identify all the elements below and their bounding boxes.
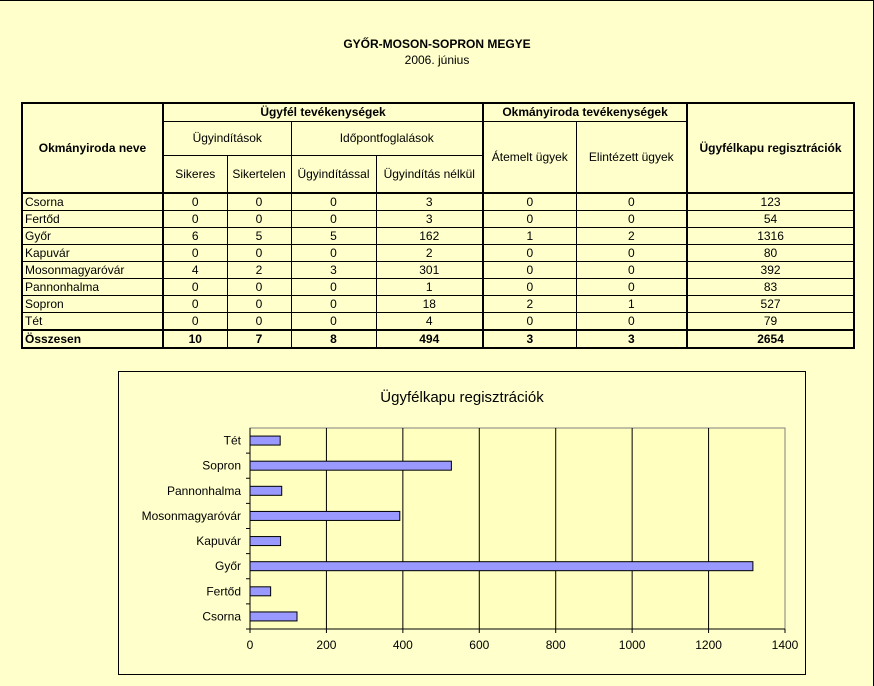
value-cell: 0 — [483, 262, 576, 279]
office-name-cell: Sopron — [22, 296, 163, 313]
y-tick-label: Mosonmagyaróvár — [141, 508, 241, 523]
x-tick-label: 1000 — [618, 638, 646, 652]
value-cell: 0 — [576, 211, 687, 228]
header-client-activities: Ügyfél tevékenységek — [163, 103, 483, 122]
value-cell: 0 — [163, 279, 227, 296]
office-name-cell: Kapuvár — [22, 245, 163, 262]
value-cell: 4 — [163, 262, 227, 279]
y-tick-label: Fertőd — [206, 584, 241, 599]
x-tick-label: 1200 — [695, 638, 722, 652]
value-cell: 80 — [687, 245, 854, 262]
bar — [250, 612, 297, 621]
value-cell: 0 — [227, 296, 291, 313]
table-row — [22, 262, 854, 279]
office-name-cell: Pannonhalma — [22, 279, 163, 296]
value-cell: 162 — [376, 228, 483, 245]
bar — [250, 486, 282, 495]
y-tick-label: Kapuvár — [196, 534, 241, 549]
table-row — [22, 245, 854, 262]
bar — [250, 461, 451, 470]
total-value-cell: 494 — [376, 330, 483, 348]
value-cell: 0 — [227, 245, 291, 262]
value-cell: 0 — [291, 211, 376, 228]
table-row — [22, 279, 854, 296]
value-cell: 0 — [291, 313, 376, 331]
header-appointments: Időpontfoglalások — [291, 122, 483, 156]
value-cell: 392 — [687, 262, 854, 279]
chart-title: Ügyfélkapu regisztrációk — [380, 389, 544, 406]
value-cell: 0 — [483, 313, 576, 331]
value-cell: 0 — [291, 296, 376, 313]
bar — [250, 511, 400, 520]
value-cell: 0 — [483, 193, 576, 211]
value-cell: 0 — [163, 211, 227, 228]
y-tick-label: Sopron — [202, 458, 241, 473]
x-tick-label: 200 — [316, 638, 337, 652]
value-cell: 2 — [376, 245, 483, 262]
bar — [250, 587, 271, 596]
value-cell: 0 — [227, 279, 291, 296]
x-tick-label: 800 — [545, 638, 566, 652]
x-tick-label: 1400 — [771, 638, 799, 652]
x-tick-label: 600 — [469, 638, 490, 652]
header-failed: Sikertelen — [227, 156, 291, 194]
value-cell: 0 — [227, 193, 291, 211]
bar-chart — [119, 372, 805, 674]
value-cell: 3 — [291, 262, 376, 279]
table-row — [22, 228, 854, 245]
total-value-cell: 7 — [227, 330, 291, 348]
office-name-cell: Tét — [22, 313, 163, 331]
table-row — [22, 296, 854, 313]
table-total-row — [22, 330, 854, 348]
value-cell: 1 — [483, 228, 576, 245]
header-office-name: Okmányiroda neve — [22, 103, 163, 193]
bar — [250, 537, 281, 546]
value-cell: 0 — [163, 296, 227, 313]
value-cell: 54 — [687, 211, 854, 228]
chart-area — [118, 371, 806, 675]
page-subtitle: 2006. június — [404, 53, 470, 67]
value-cell: 5 — [227, 228, 291, 245]
table-row — [22, 211, 854, 228]
header-initiations: Ügyindítások — [163, 122, 291, 156]
value-cell: 79 — [687, 313, 854, 331]
statistics-table — [21, 102, 855, 349]
value-cell: 0 — [227, 211, 291, 228]
value-cell: 0 — [483, 279, 576, 296]
office-name-cell: Csorna — [22, 193, 163, 211]
bar — [250, 436, 280, 445]
x-tick-label: 400 — [392, 638, 413, 652]
value-cell: 0 — [163, 313, 227, 331]
value-cell: 1 — [376, 279, 483, 296]
value-cell: 18 — [376, 296, 483, 313]
value-cell: 301 — [376, 262, 483, 279]
value-cell: 2 — [576, 228, 687, 245]
value-cell: 0 — [227, 313, 291, 331]
value-cell: 123 — [687, 193, 854, 211]
value-cell: 0 — [483, 245, 576, 262]
total-value-cell: 3 — [576, 330, 687, 348]
header-office-activities: Okmányiroda tevékenységek — [483, 103, 687, 122]
header-without-initiation: Ügyindítás nélkül — [376, 156, 483, 194]
bar — [250, 562, 753, 571]
value-cell: 0 — [576, 245, 687, 262]
value-cell: 2 — [227, 262, 291, 279]
value-cell: 0 — [576, 193, 687, 211]
table-body — [22, 193, 854, 348]
office-name-cell: Fertőd — [22, 211, 163, 228]
header-completed: Elintézett ügyek — [576, 122, 687, 194]
total-value-cell: 3 — [483, 330, 576, 348]
value-cell: 3 — [376, 193, 483, 211]
value-cell: 0 — [163, 245, 227, 262]
value-cell: 0 — [483, 211, 576, 228]
value-cell: 0 — [291, 245, 376, 262]
table-row — [22, 313, 854, 331]
value-cell: 0 — [576, 262, 687, 279]
value-cell: 1316 — [687, 228, 854, 245]
value-cell: 83 — [687, 279, 854, 296]
value-cell: 5 — [291, 228, 376, 245]
y-tick-label: Győr — [214, 559, 241, 574]
value-cell: 2 — [483, 296, 576, 313]
value-cell: 4 — [376, 313, 483, 331]
table-row — [22, 193, 854, 211]
value-cell: 3 — [376, 211, 483, 228]
header-transferred: Átemelt ügyek — [483, 122, 576, 194]
office-name-cell: Mosonmagyaróvár — [22, 262, 163, 279]
y-tick-label: Csorna — [202, 609, 241, 624]
page-title: GYŐR-MOSON-SOPRON MEGYE — [343, 37, 531, 51]
plot-area — [250, 428, 785, 629]
header-with-initiation: Ügyindítással — [291, 156, 376, 194]
header-successful: Sikeres — [163, 156, 227, 194]
total-value-cell: 10 — [163, 330, 227, 348]
y-tick-label: Tét — [223, 433, 241, 448]
total-value-cell: 8 — [291, 330, 376, 348]
header-client-portal: Ügyfélkapu regisztrációk — [687, 103, 854, 193]
sheet-top-border — [0, 0, 874, 1]
x-tick-label: 0 — [246, 638, 254, 652]
office-name-cell: Győr — [22, 228, 163, 245]
value-cell: 0 — [576, 279, 687, 296]
value-cell: 6 — [163, 228, 227, 245]
total-value-cell: 2654 — [687, 330, 854, 348]
value-cell: 0 — [163, 193, 227, 211]
value-cell: 0 — [291, 193, 376, 211]
value-cell: 0 — [576, 313, 687, 331]
total-label: Összesen — [22, 330, 163, 348]
y-tick-label: Pannonhalma — [166, 483, 241, 498]
value-cell: 1 — [576, 296, 687, 313]
value-cell: 527 — [687, 296, 854, 313]
value-cell: 0 — [291, 279, 376, 296]
